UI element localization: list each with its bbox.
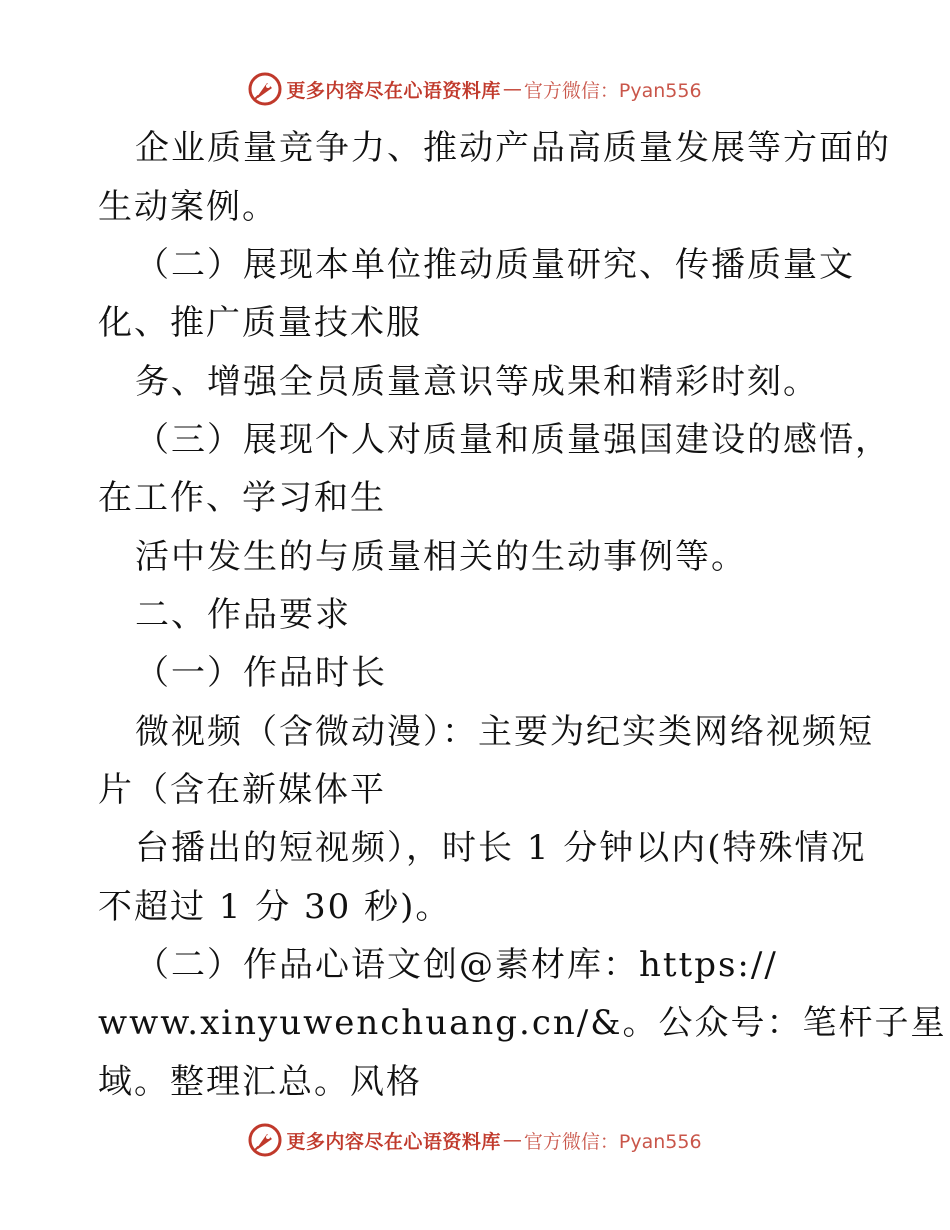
paragraph-line: 企业质量竞争力、推动产品高质量发展等方面的 xyxy=(135,128,891,168)
footer-site-text: 更多内容尽在心语资料库 xyxy=(286,1130,501,1153)
pen-nib-logo-icon xyxy=(248,1123,282,1157)
footer-wechat-text: 官方微信：Pyan556 xyxy=(523,1130,702,1153)
pen-nib-logo-icon xyxy=(248,72,282,106)
paragraph-line: 在工作、学习和生 xyxy=(98,478,386,518)
paragraph-line: 片（含在新媒体平 xyxy=(98,770,386,810)
paragraph-line: 活中发生的与质量相关的生动事例等。 xyxy=(135,537,747,577)
paragraph-line: 务、增强全员质量意识等成果和精彩时刻。 xyxy=(135,362,819,402)
paragraph-line: 域。整理汇总。风格 xyxy=(98,1062,422,1102)
paragraph-line: 台播出的短视频），时长 1 分钟以内(特殊情况 xyxy=(135,828,867,868)
header-site-text: 更多内容尽在心语资料库 xyxy=(286,79,501,102)
paragraph-line: （二）展现本单位推动质量研究、传播质量文 xyxy=(135,245,855,285)
paragraph-line: 生动案例。 xyxy=(98,187,278,227)
header-banner xyxy=(0,72,950,106)
paragraph-line: www.xinyuwenchuang.cn/&。公众号：笔杆子星 xyxy=(98,1003,947,1043)
subsection-heading: （一）作品时长 xyxy=(135,653,387,693)
header-dash: — xyxy=(502,78,522,100)
section-heading: 二、作品要求 xyxy=(135,595,351,635)
footer-dash: — xyxy=(502,1129,522,1151)
footer-banner xyxy=(0,1123,950,1157)
paragraph-line: （二）作品心语文创@素材库：https:// xyxy=(135,945,778,985)
paragraph-line: 不超过 1 分 30 秒)。 xyxy=(98,887,452,927)
paragraph-line: 微视频（含微动漫）：主要为纪实类网络视频短 xyxy=(135,712,874,752)
paragraph-line: 化、推广质量技术服 xyxy=(98,303,422,343)
paragraph-line: （三）展现个人对质量和质量强国建设的感悟， xyxy=(135,420,891,460)
header-wechat-text: 官方微信：Pyan556 xyxy=(523,79,702,102)
